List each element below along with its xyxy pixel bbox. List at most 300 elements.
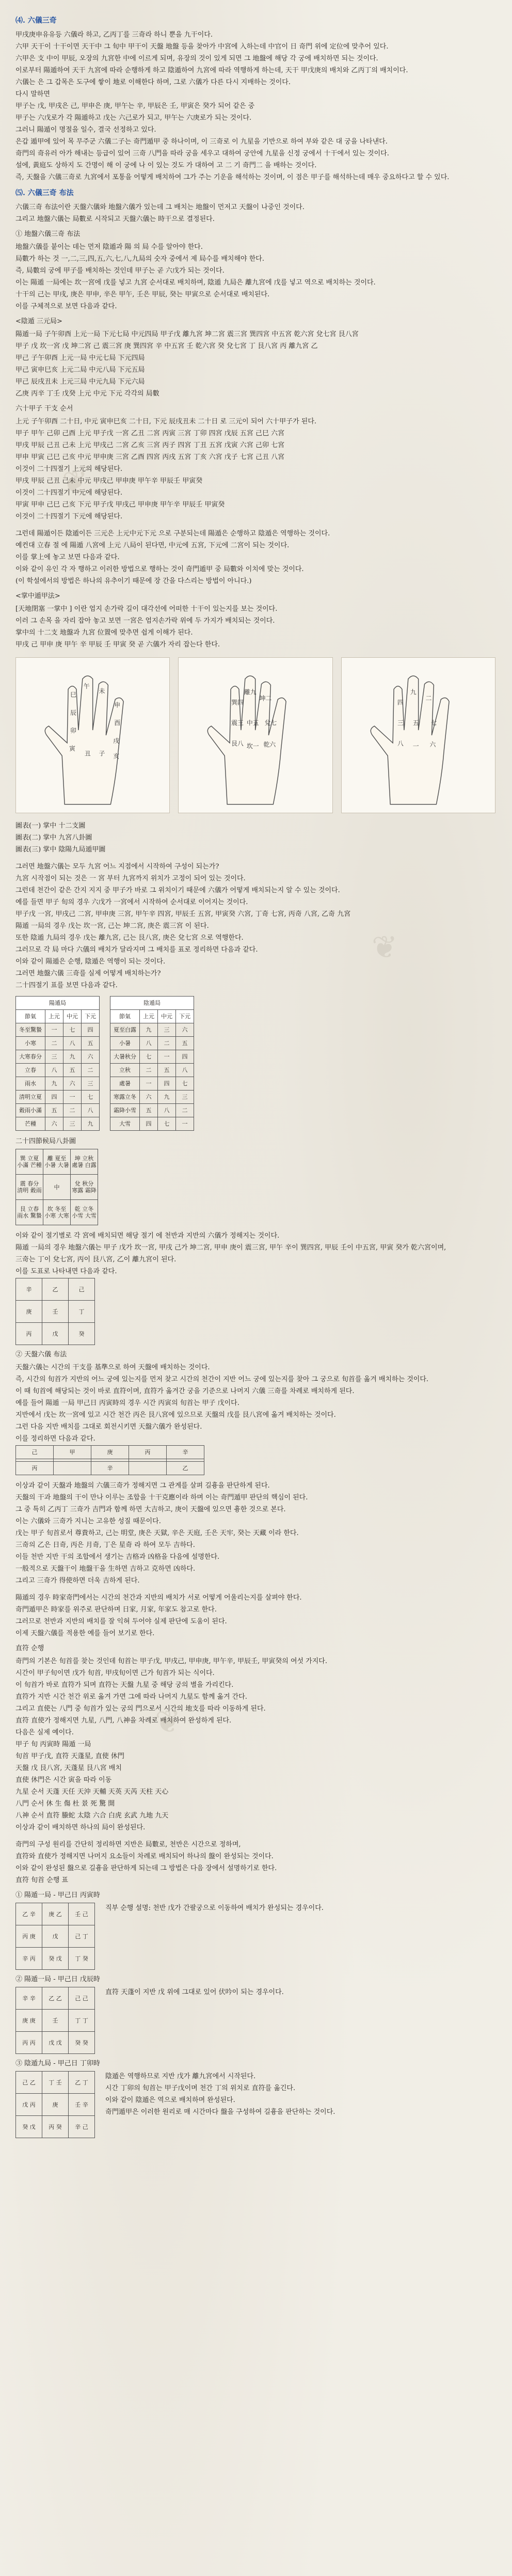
text-line: 六甲은 支 中이 甲辰, 오장의 九宮한 中에 이르게 되며, 유장의 것이 있게 되면 그 地盤에 해당 각 궁에 배치하면 되는 것이다. xyxy=(15,55,378,62)
hand-position-label: 亥 xyxy=(113,752,120,760)
table-row xyxy=(110,1091,194,1104)
text-line: 그런데 천간이 같은 간지 지지 중 甲子가 바로 그 위치이기 때문에 六儀가 어떻게 배치되는지 알 수 있는 것이다. xyxy=(15,887,340,894)
table-cell: 離 夏至 小暑 大暑 xyxy=(43,1149,71,1175)
yin-dun-table xyxy=(110,996,194,1131)
text-line: 이와 같이 완성된 盤으로 길흉을 판단하게 되는데 그 방법은 다음 장에서 설명하기로 한다. xyxy=(15,1864,277,1872)
table-cell: 五 xyxy=(45,1104,63,1117)
table-row xyxy=(110,1064,194,1077)
text-line: 地盤六儀를 붙이는 데는 먼저 陰遁과 陽 의 局 수를 알아야 한다. xyxy=(15,243,203,251)
table-cell: 九 xyxy=(158,1091,176,1104)
table-cell: 寒露立冬 xyxy=(110,1091,140,1104)
table-cell: 一 xyxy=(63,1091,82,1104)
text-line: 六儀三奇 布法이란 天盤六儀와 地盤六儀가 있는데 그 배치는 地盤이 먼저고 天盤이 나중인 것이다. xyxy=(15,203,305,211)
table-row xyxy=(16,1104,100,1117)
table-cell: 五 xyxy=(82,1037,100,1050)
column-header: 中元 xyxy=(158,1010,176,1023)
figure-caption: 圖表(一) 掌中 十二支圖 xyxy=(15,822,86,830)
paragraph-block xyxy=(15,1362,495,1444)
table-cell: 九 xyxy=(140,1023,158,1037)
table-cell: 大寒春分 xyxy=(16,1050,45,1064)
table-cell: 五 xyxy=(63,1064,82,1077)
table-cell: 九 xyxy=(82,1117,100,1131)
bagua-grid xyxy=(15,1149,98,1225)
table-row xyxy=(16,1925,95,1948)
table-cell: 二 xyxy=(140,1064,158,1077)
text-line: 이러 그 손목 을 자리 잡아 놓고 보면 一宮은 엄지손가락 위에 두 가지가 배치되는 것이다. xyxy=(15,617,275,625)
table-cell: 震 春分 清明 穀雨 xyxy=(16,1175,43,1200)
table-cell: 庚 乙 xyxy=(42,1903,69,1925)
text-line: 奇門의 구성 원리를 간단히 정리하면 지반은 局數로, 천반은 시간으로 정하며, xyxy=(15,1841,241,1848)
text-line: 戊는 甲子 旬首로서 尊貴하고, 己는 明堂, 庚은 天獄, 辛은 天庭, 壬은 天牢, 癸는 天藏 이라 한다. xyxy=(15,1529,299,1537)
text-line: 甲子戊 一宮, 甲戌己 二宮, 甲申庚 三宮, 甲午辛 四宮, 甲辰壬 五宮, 甲寅癸 六宮, 丁奇 七宮, 丙奇 八宮, 乙奇 九宮 xyxy=(15,910,351,918)
table-row xyxy=(110,1077,194,1091)
text-line: 이와 같이 陰遁은 역으로 배치하며 완성된다. xyxy=(105,2096,235,2104)
table-row xyxy=(16,1064,100,1077)
text-line: 예를 들어 陽遁 一局 甲己日 丙寅時의 경우 시간 丙寅의 旬首는 甲子 戊이다. xyxy=(15,1399,239,1407)
example-label: ② 陽遁一局 - 甲己日 戊辰時 xyxy=(15,1976,100,1983)
hand-outline xyxy=(45,676,123,804)
hand-position-label: 丑 xyxy=(84,750,91,757)
text-line: 이와 같이 절기별로 각 宮에 배치되면 해당 절기 에 천반과 지반의 六儀가 정해지는 것이다. xyxy=(15,1232,280,1240)
table-row xyxy=(16,2010,95,2032)
text-line: 이와 같이 陽遁은 순행, 陰遁은 역행이 되는 것이다. xyxy=(15,958,166,966)
table-cell: 雨水 xyxy=(16,1077,45,1091)
text-line: 은갑 遁甲에 있어 목 무주군 六儀二子는 奇門遁甲 중 하나이며, 이 三奇로 이 九星을 기반으로 하여 부와 같은 대 궁을 나타낸다. xyxy=(15,138,388,146)
hand-position-label: 震三 xyxy=(231,719,244,727)
hand-position-label: 五 xyxy=(412,719,419,727)
table-row xyxy=(16,1462,204,1475)
table-cell: 八 xyxy=(45,1064,63,1077)
table-cell: 己 己 xyxy=(69,1987,95,2010)
table-row xyxy=(16,1023,100,1037)
table-cell: 己 xyxy=(16,1446,54,1459)
text-line: 이는 陽遁 一局에는 坎一宮에 戊를 넣고 九宮 순서대로 배치하며, 陰遁 九局은 離九宮에 戊를 넣고 역으로 배치하는 것이다. xyxy=(15,279,376,287)
table-cell: 丙 庚 xyxy=(16,1925,42,1948)
table-cell: 壬 辛 xyxy=(69,2094,95,2116)
example-label: ① 陽遁一局 - 甲己日 丙寅時 xyxy=(15,1891,100,1899)
jieqi-tables xyxy=(15,996,495,1131)
text-line: 直符 旬首 순행 표 xyxy=(15,1876,69,1884)
hand-position-label: 未 xyxy=(99,687,105,695)
example-label: <陰遁 三元局> xyxy=(15,318,62,325)
text-line: 局數가 하는 것 一,二,三,四,五,六,七,八,九局의 숫자 중에서 제 局수를 배치해야 한다. xyxy=(15,255,264,263)
table-cell: 大雪 xyxy=(110,1117,140,1131)
table-row xyxy=(16,2032,95,2054)
text-line: 奇門遁甲은 時家를 위주로 판단하며 日家, 月家, 年家도 참고로 한다. xyxy=(15,1606,217,1614)
text-line: 이상과 같이 天盤과 地盤의 六儀三奇가 정해지면 그 관계를 살펴 길흉을 판단하게 된다. xyxy=(15,1482,270,1490)
table-row xyxy=(16,1446,204,1459)
table-row xyxy=(110,1050,194,1064)
text-line: 三奇는 丁이 兌七宮, 丙이 艮八宮, 乙이 離九宮이 된다. xyxy=(15,1256,177,1263)
table-cell: 芒種 xyxy=(16,1117,45,1131)
text-line: 그 중 특히 乙丙丁 三奇가 吉門과 함께 하면 大吉하고, 庚이 天盤에 있으면 흉한 것으로 본다. xyxy=(15,1506,286,1513)
watermark-glyph: ❦ xyxy=(372,929,398,966)
table-cell: 大暑秋分 xyxy=(110,1050,140,1064)
example-grid-2 xyxy=(15,1987,95,2054)
text-line: 甲戌庚申유유등 六儀라 하고, 乙丙丁를 三奇라 하니 뿐을 九干이다. xyxy=(15,31,213,39)
text-line: 이를 구체적으로 보면 다음과 같다. xyxy=(15,303,117,310)
text-line: 이것이 二十四절기 上元의 해당된다. xyxy=(15,465,123,473)
example-note: 직부 순행 설명: 천반 戊가 간팔궁으로 이동하여 배치가 완성되는 경우이다. xyxy=(105,1904,324,1912)
hand-position-label: 子 xyxy=(99,750,105,757)
table-cell: 八 xyxy=(140,1037,158,1050)
hand-position-label: 乾六 xyxy=(263,740,276,748)
yang-dun-table xyxy=(15,996,100,1131)
text-line: 天盤六儀는 시간의 干支를 基準으로 하여 天盤에 배치하는 것이다. xyxy=(15,1364,210,1371)
table-cell xyxy=(54,1462,91,1475)
subsection-title: ② 天盤六儀 布法 xyxy=(15,1351,67,1358)
paragraph-block xyxy=(15,861,495,991)
text-line: 九星 순서 天蓬 天任 天沖 天輔 天英 天芮 天柱 天心 xyxy=(15,1788,169,1796)
example-label: 六十甲子 干支 순서 xyxy=(15,405,73,413)
table-cell: 六 xyxy=(82,1050,100,1064)
watermark-glyph: ❦ xyxy=(155,1704,181,1740)
table-cell: 丙 xyxy=(16,1323,42,1345)
table-cell: 坤 立秋 處暑 白露 xyxy=(71,1149,98,1175)
text-line: 八神 순서 直符 螣蛇 太陰 六合 白虎 玄武 九地 九天 xyxy=(15,1812,169,1820)
table-cell: 三 xyxy=(45,1050,63,1064)
paragraph-block xyxy=(15,29,495,183)
text-line: 一般적으로 天盤干이 地盤干을 生하면 吉하고 克하면 凶하다. xyxy=(15,1565,196,1573)
table-cell: 乾 立冬 小雪 大雪 xyxy=(71,1200,98,1225)
text-line: 시간이 甲子旬이면 戊가 旬首, 甲戌旬이면 己가 旬首가 되는 식이다. xyxy=(15,1669,215,1677)
text-line: 奇門의 奇유러 아가 해내는 등급이 있어 三奇 八門을 따라 궁을 세우고 대하여 궁안에 九星을 신정 궁에서 十干에서 있는 것이다. xyxy=(15,150,389,157)
text-line: 또한 陰遁 九局의 경우 戊는 離九宮, 己는 艮八宮, 庚은 兌七宮 으로 역행한다. xyxy=(15,934,244,942)
table-cell: 庚 xyxy=(16,1301,42,1323)
table-header-row xyxy=(16,1010,100,1023)
section-title: ⑷. 六儀三奇 xyxy=(15,17,57,25)
text-line: 六甲 天干이 十干이면 天干中 그 旬中 甲干이 天盤 地盤 등을 찾아가 中宮에 入하는데 中官이 日 奇門 위에 定位에 맞추어 있다. xyxy=(15,43,389,51)
text-line: 六儀는 은 그 갑목은 도구에 쌓이 地로 이해한다 하며, 그로 六儀가 다른 다시 지배하는 것이다. xyxy=(15,78,291,86)
table-row xyxy=(16,2072,95,2094)
table-cell: 己 xyxy=(69,1278,95,1301)
hand-position-label: 八 xyxy=(397,739,404,747)
table-cell: 五 xyxy=(140,1104,158,1117)
text-line: 甲己 辰戌丑未 上元三局 中元九局 下元六局 xyxy=(15,378,145,386)
table-row xyxy=(16,1117,100,1131)
hand-position-label: 申 xyxy=(114,701,121,709)
table-cell: 九 xyxy=(63,1050,82,1064)
text-line: 즉, 天盤을 六儀三奇로 九宮에서 포통을 어떻게 배치하여 그가 주는 기운을 해석하는 것이며, 이 점은 甲子를 해석하는데 매우 중요하다고 할 수 있다. xyxy=(15,173,450,181)
example-grid-3 xyxy=(15,2071,95,2138)
table-row xyxy=(16,1200,98,1225)
text-line: 이를 도표로 나타내면 다음과 같다. xyxy=(15,1268,117,1275)
text-line: 이를 정리하면 다음과 같다. xyxy=(15,1435,95,1443)
column-header: 節氣 xyxy=(110,1010,140,1023)
hand-position-label: 離九 xyxy=(244,688,257,696)
hand-figure-palace xyxy=(178,657,332,813)
hand-position-label: 艮八 xyxy=(231,739,244,747)
table-cell: 八 xyxy=(63,1037,82,1050)
text-line: 다시 말하면 xyxy=(15,90,50,98)
table-cell: 一 xyxy=(45,1023,63,1037)
table-cell: 二 xyxy=(176,1104,194,1117)
hand-position-label: 兌七 xyxy=(264,719,277,727)
table-cell: 癸 戊 xyxy=(16,2116,42,2138)
hand-position-label: 四 xyxy=(397,699,404,706)
text-line: 旬首 甲子戊, 直符 天蓬星, 直使 休門 xyxy=(15,1752,124,1760)
example-label: <掌中遁甲法> xyxy=(15,592,60,600)
table-row xyxy=(110,1104,194,1117)
table-title: 陽遁局 xyxy=(16,997,100,1010)
watermark-glyph: ❦ xyxy=(62,465,88,501)
table-row xyxy=(16,1091,100,1104)
table-cell: 七 xyxy=(63,1023,82,1037)
example-note: 直符 天蓬이 지반 戊 위에 그대로 있어 伏吟이 되는 경우이다. xyxy=(105,1988,284,1996)
table-cell: 一 xyxy=(176,1117,194,1131)
table-cell: 二 xyxy=(63,1104,82,1117)
text-line: 甲子 甲午 己卯 己酉 上元 甲子戊 一宮 乙丑 二宮 丙寅 三宮 丁卯 四宮 戊辰 五宮 己巳 六宮 xyxy=(15,430,285,437)
table-cell: 八 xyxy=(176,1064,194,1077)
paragraph-block xyxy=(15,242,495,312)
text-line: 八門 순서 休 生 傷 杜 景 死 驚 開 xyxy=(15,1800,115,1808)
hand-position-label: 七 xyxy=(430,719,437,727)
text-line: 乙庚 丙辛 丁壬 戊癸 上元 中元 下元 각각의 局數 xyxy=(15,390,159,398)
column-header: 下元 xyxy=(176,1010,194,1023)
table-cell: 一 xyxy=(158,1050,176,1064)
table-cell: 庚 庚 xyxy=(16,2010,42,2032)
hand-position-label: 中五 xyxy=(247,719,259,727)
hand-position-label: 坎一 xyxy=(247,742,259,750)
table-cell: 霜降小雪 xyxy=(110,1104,140,1117)
table-cell: 丙 癸 xyxy=(42,2116,69,2138)
table-cell: 壬 己 xyxy=(69,1903,95,1925)
hand-figure-zodiac xyxy=(15,657,170,813)
text-line: 그리고 地盤六儀는 局數로 시작되고 天盤六儀는 時干으로 결정된다. xyxy=(15,215,215,223)
table-row xyxy=(16,1037,100,1050)
table-cell: 二 xyxy=(158,1037,176,1050)
text-line: 甲子 旬 丙寅時 陽遁 一局 xyxy=(15,1741,91,1748)
column-header: 上元 xyxy=(140,1010,158,1023)
table-cell: 五 xyxy=(158,1064,176,1077)
table-cell: 辛 己 xyxy=(69,2116,95,2138)
table-cell: 艮 立春 雨水 驚蟄 xyxy=(16,1200,43,1225)
hand-figure-dunjia xyxy=(341,657,495,813)
table-row xyxy=(16,1077,100,1091)
text-line: 甲戌 己 甲申 庚 甲午 辛 甲辰 壬 甲寅 癸 곧 六儀가 자리 잡는다 한다. xyxy=(15,641,220,649)
table-row xyxy=(16,1149,98,1175)
text-line: 甲戌 甲辰 己丑 己未 上元 甲戌己 二宮 乙亥 三宮 丙子 四宮 丁丑 五宮 戊寅 六宮 己卯 七宮 xyxy=(15,441,285,449)
table-row xyxy=(110,1023,194,1037)
hand-position-label: 寅 xyxy=(69,745,75,752)
table-row xyxy=(16,2116,95,2138)
table-cell: 小暑 xyxy=(110,1037,140,1050)
text-line: 그러면 地盤六儀는 모두 九宮 어느 지점에서 시작하여 구성이 되는가? xyxy=(15,863,219,871)
table-cell: 壬 xyxy=(42,1301,69,1323)
table-row xyxy=(16,1301,95,1323)
table-cell: 丙 丙 xyxy=(16,2032,42,2054)
text-line: 三奇의 乙은 日奇, 丙은 月奇, 丁은 星奇 라 하여 모두 吉하다. xyxy=(15,1541,195,1549)
text-line: 甲戌 甲辰 己丑 己未 中元 甲戌己 甲申庚 甲午辛 甲辰壬 甲寅癸 xyxy=(15,477,203,485)
table-cell: 丁 丁 xyxy=(69,2010,95,2032)
text-line: 이는 六儀와 三奇가 지니는 고유한 성질 때문이다. xyxy=(15,1518,161,1525)
text-line: 直使 休門은 시간 寅을 따라 이동 xyxy=(15,1776,112,1784)
example-notes xyxy=(105,2071,335,2119)
table-cell: 戊 戊 xyxy=(42,2032,69,2054)
figure-captions xyxy=(15,820,495,855)
table-cell: 戊 丙 xyxy=(16,2094,42,2116)
paragraph-block xyxy=(15,528,495,587)
paragraph-block xyxy=(15,202,495,225)
table-cell: 七 xyxy=(158,1117,176,1131)
hand-position-label: 巳 xyxy=(70,691,76,699)
example-label: 直符 순행 xyxy=(15,1645,44,1652)
hand-position-label: 卯 xyxy=(70,727,76,735)
table-cell: 夏至白露 xyxy=(110,1023,140,1037)
text-line: 이와 같이 유인 각 자 행하고 이러한 방법으로 행하는 것이 奇門遁甲 중 局數와 이치에 맞는 것이다. xyxy=(15,565,304,573)
table-cell: 甲 xyxy=(54,1446,91,1459)
text-line: 이상과 같이 배치하면 하나의 局이 완성된다. xyxy=(15,1824,146,1831)
table-row xyxy=(16,1050,100,1064)
text-line: 奇門遁甲은 이러한 원리로 매 시간마다 盤을 구성하여 길흉을 판단하는 것이다. xyxy=(105,2108,335,2116)
text-line: 그리고 直使는 八門 중 旬首가 있는 궁의 門으로서 시간의 地支를 따라 이동하게 된다. xyxy=(15,1705,266,1713)
table-cell: 癸 戊 xyxy=(42,1948,69,1970)
table-cell: 七 xyxy=(82,1091,100,1104)
table-cell: 兌 秋分 寒露 霜降 xyxy=(71,1175,98,1200)
text-line: 그러므로 각 局 마다 六儀의 배치가 달라지며 그 배치를 표로 정리하면 다음과 같다. xyxy=(15,946,258,954)
text-line: 奇門의 기본은 旬首를 찾는 것인데 旬首는 甲子戊, 甲戌己, 甲申庚, 甲午辛, 甲辰壬, 甲寅癸의 여섯 가지다. xyxy=(15,1657,328,1665)
table-cell: 立春 xyxy=(16,1064,45,1077)
table-row xyxy=(16,1903,95,1925)
text-line: 甲申 甲寅 己巳 己亥 中元 甲申庚 三宮 乙酉 四宮 丙戌 五宮 丁亥 六宮 戊子 七宮 己丑 八宮 xyxy=(15,453,285,461)
table-cell: 二 xyxy=(82,1064,100,1077)
text-line: 甲子는 戊, 甲戌은 己, 甲申은 庚, 甲午는 辛, 甲辰은 壬, 甲寅은 癸가 되어 같은 중 xyxy=(15,102,255,110)
table-row xyxy=(16,1948,95,1970)
table-cell: 六 xyxy=(140,1091,158,1104)
paragraph-block xyxy=(15,1592,495,1639)
table-cell: 癸 xyxy=(69,1323,95,1345)
text-line: 甲寅 甲申 己巳 己亥 下元 甲子戊 甲戌己 甲申庚 甲午辛 甲辰壬 甲寅癸 xyxy=(15,501,225,509)
table-cell: 丙 xyxy=(16,1462,54,1475)
paragraph-block xyxy=(15,1839,495,1886)
heaven-plate-table xyxy=(15,1445,204,1475)
figure-caption: 圖表(三) 掌中 陰陽九局遁甲圖 xyxy=(15,846,106,854)
table-header-row xyxy=(110,1010,194,1023)
text-line: 天盤의 干과 地盤의 干이 만나 이루는 조합을 十干克應이라 하며 이는 奇門遁甲 판단의 핵심이 된다. xyxy=(15,1494,308,1502)
text-line: 그러니 陽遁이 명절을 일수, 결국 선정하고 있다. xyxy=(15,126,156,134)
table-cell: 癸 癸 xyxy=(69,2032,95,2054)
paragraph-block xyxy=(15,1656,495,1833)
hand-position-label: 六 xyxy=(429,740,436,748)
text-line: 甲己 子午卯酉 上元一局 中元七局 下元四局 xyxy=(15,354,145,362)
table-cell: 辛 丙 xyxy=(16,1948,42,1970)
table-cell: 丁 壬 xyxy=(42,2072,69,2094)
text-line: 甲子는 六戊로가 각 陽遁하고 戊는 六己로가 되고, 甲午는 六庚로가 되는 것이다. xyxy=(15,114,252,122)
hand-position-label: 三 xyxy=(397,719,404,727)
text-line: 이를 掌上에 놓고 보면 다음과 같다. xyxy=(15,554,120,561)
table-cell: 穀雨小滿 xyxy=(16,1104,45,1117)
table-cell: 辛 xyxy=(91,1462,129,1475)
column-header: 節氣 xyxy=(16,1010,45,1023)
text-line: 예컨대 立春 절 에 陽遁 八宮에 上元 八局이 된다면, 中元에 五宮, 下元에 二宮이 되는 것이다. xyxy=(15,542,290,549)
table-cell: 四 xyxy=(140,1117,158,1131)
table-cell: 辛 辛 xyxy=(16,1987,42,2010)
table-cell: 六 xyxy=(45,1117,63,1131)
table-cell: 丁 癸 xyxy=(69,1948,95,1970)
text-line: 즉, 局數의 궁에 甲子를 배치하는 것인데 甲子는 곧 六戊가 되는 것이다. xyxy=(15,267,225,275)
hand-position-label: 午 xyxy=(83,682,90,690)
table-cell: 戊 xyxy=(42,1323,69,1345)
table-cell: 五 xyxy=(176,1037,194,1050)
text-line: 이로부터 陽遁하여 天干 九宮에 따라 순행하게 하고 陰遁하여 九宮에 따라 역행하게 하는데, 天干 甲戊庚의 배치와 乙丙丁의 배치이다. xyxy=(15,67,408,74)
section-title: ⑸. 六儀三奇 布法 xyxy=(15,189,74,197)
text-line: 陽遁一局 子午卯酉 上元一局 下元七局 中元四局 甲子戊 離九宮 坤二宮 震三宮 巽四宮 中五宮 乾六宮 兌七宮 艮八宮 xyxy=(15,330,359,338)
table-cell: 巽 立夏 小滿 芒種 xyxy=(16,1149,43,1175)
table-cell: 八 xyxy=(158,1104,176,1117)
table-row xyxy=(16,1175,98,1200)
example-grid-1 xyxy=(15,1903,95,1970)
table-cell: 四 xyxy=(82,1023,100,1037)
text-line: 그런 다음 지반 배치를 그대로 회전시키면 天盤六儀가 완성된다. xyxy=(15,1423,202,1431)
paragraph-block xyxy=(15,1480,495,1586)
text-line: 시간 丁卯의 旬首는 甲子戊이며 천간 丁의 위치로 直符를 옮긴다. xyxy=(105,2084,296,2092)
table-cell: 八 xyxy=(82,1104,100,1117)
table-cell: 辛 xyxy=(16,1278,42,1301)
paragraph-block xyxy=(15,1230,495,1277)
table-cell: 冬至驚蟄 xyxy=(16,1023,45,1037)
hand-position-label: 一 xyxy=(412,742,419,750)
hand-position-label: 戌 xyxy=(113,737,120,745)
hand-position-label: 巽四 xyxy=(231,699,244,706)
text-line: 陽遁 一局의 경우 戊는 坎一宮, 己는 坤二宮, 庚은 震三宮 이 된다. xyxy=(15,922,209,930)
text-line: 이 旬首가 바로 直符가 되며 直符는 天盤 九星 중 해당 궁의 별을 가리킨다. xyxy=(15,1681,234,1689)
text-line: 다음은 실제 예이다. xyxy=(15,1729,74,1736)
table-row xyxy=(16,1323,95,1345)
text-line: 二十四절기 표를 보면 다음과 같다. xyxy=(15,982,118,989)
text-line: 甲子 戊 坎一宮 戊 坤二宮 己 震三宮 庚 巽四宮 辛 中五宮 壬 乾六宮 癸 兌七宮 丁 艮八宮 丙 離九宮 乙 xyxy=(15,342,318,350)
text-line: 陽遁 一局의 경우 地盤六儀는 甲子 戊가 坎一宮, 甲戌 己가 坤二宮, 甲申 庚이 震三宮, 甲午 辛이 巽四宮, 甲辰 壬이 中五宮, 甲寅 癸가 乾六宮이며, xyxy=(15,1244,446,1252)
document-page xyxy=(15,10,495,2138)
column-header: 中元 xyxy=(63,1010,82,1023)
table-cell xyxy=(129,1462,167,1475)
table-cell: 七 xyxy=(176,1077,194,1091)
hand-position-label: 辰 xyxy=(70,709,76,717)
table-cell: 四 xyxy=(45,1091,63,1104)
text-line: 그러므로 천반과 지반의 배치를 잘 익혀 두어야 실제 판단에 도움이 된다. xyxy=(15,1618,227,1625)
text-line: 上元 子午卯酉 二十日, 中元 寅申巳亥 二十日, 下元 辰戌丑未 二十日 로 三元이 되어 六十甲子가 된다. xyxy=(15,418,317,425)
text-line: 十干의 己는 甲戌, 庚은 甲申, 辛은 甲午, 壬은 甲辰, 癸는 甲寅으로 순서대로 배치된다. xyxy=(15,291,270,298)
table-cell: 二 xyxy=(45,1037,63,1050)
text-line: 陽遁의 경우 時家奇門에서는 시간의 천간과 지반의 배치가 서로 어떻게 어울리는지를 살펴야 한다. xyxy=(15,1594,302,1602)
table-row xyxy=(16,1278,95,1301)
table-cell: 庚 xyxy=(91,1446,129,1459)
table-cell: 丁 xyxy=(69,1301,95,1323)
table-cell: 壬 xyxy=(42,2010,69,2032)
text-line: 그러면 地盤六儀 三奇를 실제 어떻게 배치하는가? xyxy=(15,970,161,977)
text-line: 九宮 시작점이 되는 것은 一 宮 부터 九宮까지 위치가 고정이 되어 있는 것이다. xyxy=(15,875,246,882)
table-cell: 處暑 xyxy=(110,1077,140,1091)
table-cell: 七 xyxy=(140,1050,158,1064)
table-cell: 九 xyxy=(45,1077,63,1091)
text-line: 直符 直使가 정해지면 九星, 八門, 八神을 차례로 배치하여 완성하게 된다. xyxy=(15,1717,232,1725)
hand-position-label: 酉 xyxy=(114,719,121,727)
text-line: 直符가 지반 시간 천간 위로 옮겨 가면 그에 따라 나머지 九星도 함께 옮겨 간다. xyxy=(15,1693,247,1701)
text-line: 直符와 直使가 정해지면 나머지 요소들이 차례로 배치되어 하나의 盤이 완성되는 것이다. xyxy=(15,1853,274,1860)
paragraph-block xyxy=(15,329,495,399)
hand-position-label: 坤二 xyxy=(259,694,272,702)
table-cell: 己 丁 xyxy=(69,1925,95,1948)
table-cell: 三 xyxy=(82,1077,100,1091)
table-cell: 四 xyxy=(158,1077,176,1091)
table-row xyxy=(16,1987,95,2010)
table-cell: 乙 丁 xyxy=(69,2072,95,2094)
column-header: 上元 xyxy=(45,1010,63,1023)
text-line: 이 때 旬首에 해당되는 것이 바로 直符이며, 直符가 옮겨간 궁을 기준으로 나머지 六儀 三奇를 차례로 배치하게 된다. xyxy=(15,1387,355,1395)
table-cell: 坎 冬至 小寒 大寒 xyxy=(43,1200,71,1225)
hand-position-label: 二 xyxy=(425,694,432,702)
table-title: 陰遁局 xyxy=(110,997,194,1010)
text-line: 그리고 三奇가 得使하면 더욱 吉하게 된다. xyxy=(15,1577,140,1585)
